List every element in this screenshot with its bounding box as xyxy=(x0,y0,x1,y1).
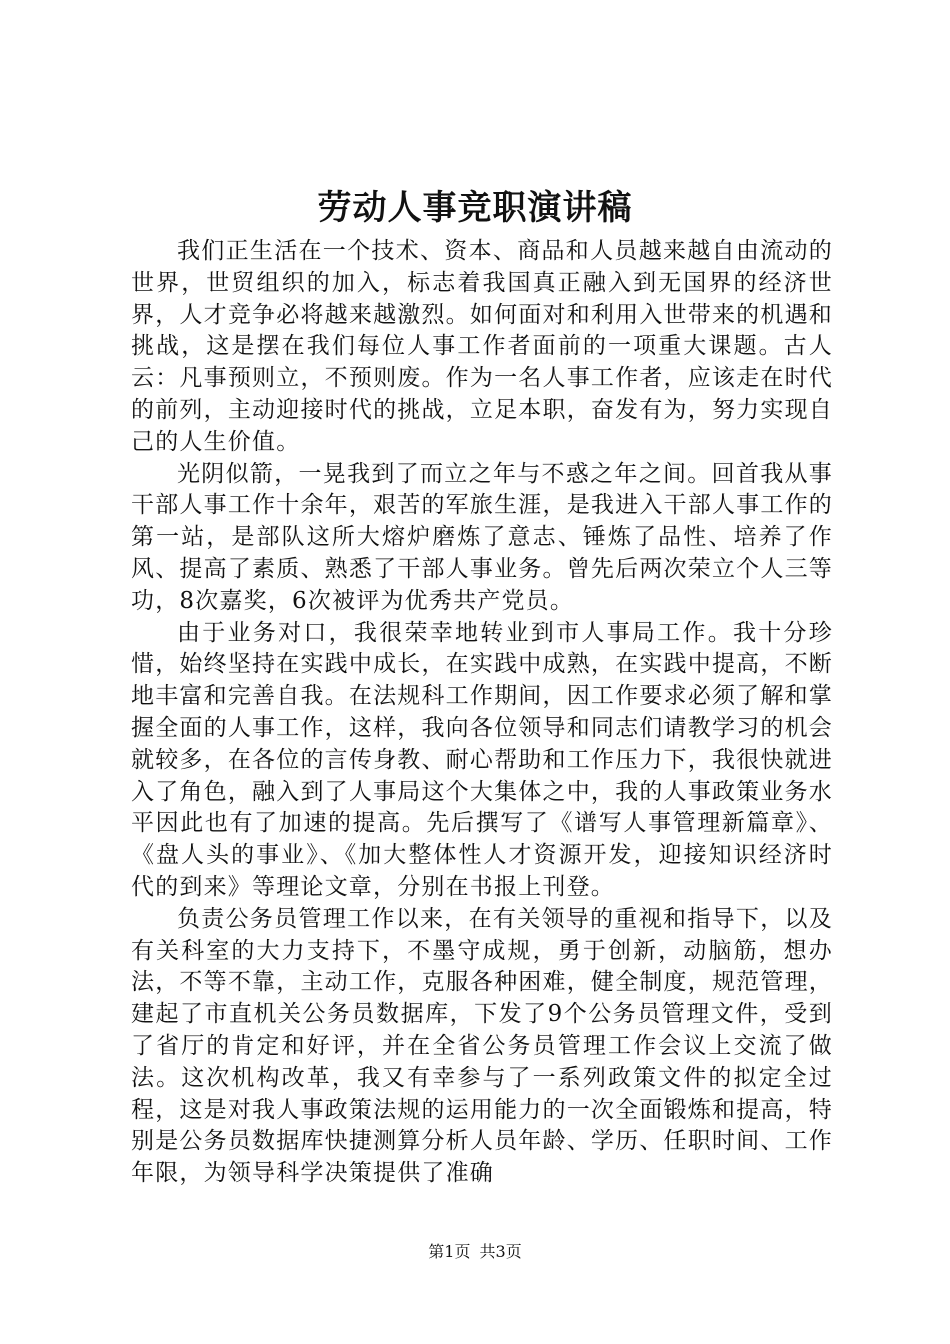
page-footer xyxy=(0,1240,950,1264)
paragraph-1: 我们正生活在一个技术、资本、商品和人员越来越自由流动的世界，世贸组织的加入，标志着我国真正融入到无国界的经济世界，人才竞争必将越来越激烈。如何面对和利用入世带来的机遇和挑战，这是摆在我们每位人事工作者面前的一项重大课题。古人云：凡事预则立，不预则废。作为一名人事工作者，应该走在时代的前列，主动迎接时代的挑战，立足本职，奋发有为，努力实现自己的人生价值。 xyxy=(131,238,833,455)
paragraph-4: 负责公务员管理工作以来，在有关领导的重视和指导下，以及有关科室的大力支持下，不墨守成规，勇于创新，动脑筋，想办法，不等不靠，主动工作，克服各种困难，健全制度，规范管理，建起了市直机关公务员数据库，下发了9个公务员管理文件，受到了省厅的肯定和好评，并在全省公务员管理工作会议上交流了做法。这次机构改革，我又有幸参与了一系列政策文件的拟定全过程，这是对我人事政策法规的运用能力的一次全面锻炼和提高，特别是公务员数据库快捷测算分析人员年龄、学历、任职时间、工作年限，为领导科学决策提供了准确 xyxy=(131,905,833,1187)
document-body xyxy=(131,236,833,1190)
paragraph-3: 由于业务对口，我很荣幸地转业到市人事局工作。我十分珍惜，始终坚持在实践中成长，在实践中成熟，在实践中提高，不断地丰富和完善自我。在法规科工作期间，因工作要求必须了解和掌握全面的人事工作，这样，我向各位领导和同志们请教学习的机会就较多，在各位的言传身教、耐心帮助和工作压力下，我很快就进入了角色，融入到了人事局这个大集体之中，我的人事政策业务水平因此也有了加速的提高。先后撰写了《谱写人事管理新篇章》、《盘人头的事业》、《加大整体性人才资源开发，迎接知识经济时代的到来》等理论文章，分别在书报上刊登。 xyxy=(131,619,833,900)
page-number: 第1页 xyxy=(428,1242,471,1261)
paragraph-2: 光阴似箭，一晃我到了而立之年与不惑之年之间。回首我从事干部人事工作十余年，艰苦的军旅生涯，是我进入干部人事工作的第一站，是部队这所大熔炉磨炼了意志、锤炼了品性、培养了作风、提高了素质、熟悉了干部人事业务。曾先后两次荣立个人三等功，8次嘉奖，6次被评为优秀共产党员。 xyxy=(131,460,833,614)
document-title: 劳动人事竞职演讲稿 xyxy=(317,188,633,228)
page-total: 共3页 xyxy=(479,1242,522,1261)
